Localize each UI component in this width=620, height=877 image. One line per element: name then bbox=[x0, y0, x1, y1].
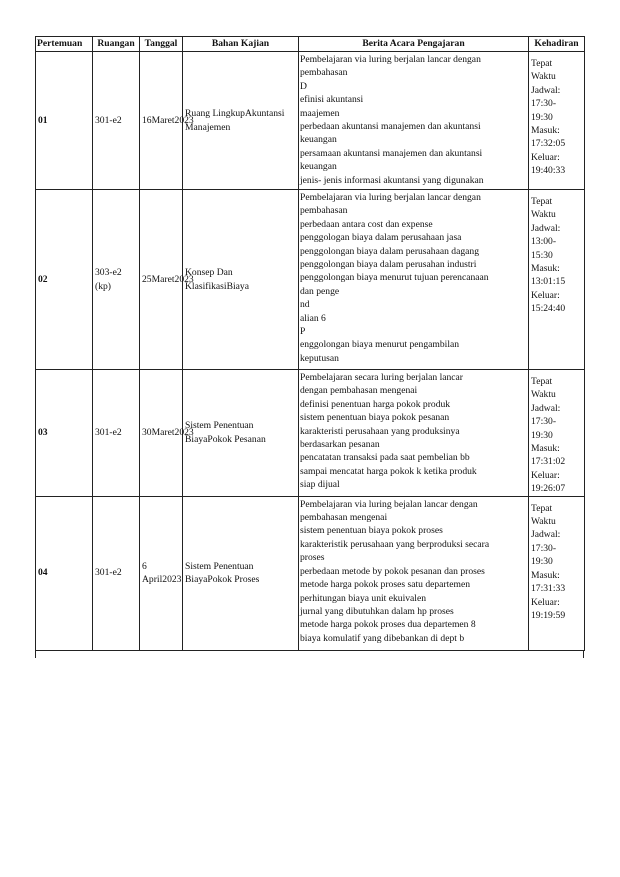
attendance-table bbox=[35, 36, 585, 651]
cell-ruangan: 303-e2 (kp) bbox=[93, 190, 140, 370]
berita-line: maajemen bbox=[300, 107, 340, 119]
kehadiran-line: 15:24:40 bbox=[531, 303, 566, 315]
cell-tanggal bbox=[140, 190, 194, 370]
kehadiran-line: 17:30- bbox=[531, 542, 557, 554]
cell-pertemuan: 04 bbox=[36, 496, 93, 650]
header-tanggal: Tanggal bbox=[140, 37, 183, 52]
kehadiran-line: 19:19:59 bbox=[531, 609, 566, 621]
berita-line: penggolongan biaya menurut tujuan perencanaan bbox=[300, 272, 489, 284]
bahan-line: Ruang Lingkup bbox=[185, 108, 245, 120]
kehadiran-line: Waktu bbox=[531, 71, 556, 83]
kehadiran-line: Tepat bbox=[531, 58, 553, 69]
berita-line: Pembelajaran via luring bejalan lancar dengan bbox=[300, 498, 478, 510]
cell-berita-acara bbox=[299, 496, 529, 650]
tanggal-line: Maret bbox=[151, 427, 175, 439]
berita-line: proses bbox=[300, 552, 325, 564]
berita-line: nd bbox=[300, 299, 310, 311]
berita-line: alian 6 bbox=[300, 312, 326, 324]
berita-line: pembahasan bbox=[300, 205, 348, 217]
berita-line: Pembelajaran via luring berjalan lancar dengan bbox=[300, 192, 481, 203]
bahan-line: Pokok Pesanan bbox=[207, 433, 266, 445]
cell-pertemuan: 03 bbox=[36, 370, 93, 497]
cell-bahan-kajian bbox=[183, 52, 299, 190]
berita-line: siap dijual bbox=[300, 479, 340, 491]
berita-line: pembahasan bbox=[300, 67, 348, 79]
berita-line: P bbox=[300, 326, 306, 338]
table-row bbox=[36, 496, 585, 650]
tanggal-line: Maret bbox=[151, 273, 175, 285]
tanggal-line: 16 bbox=[142, 114, 152, 126]
cell-kehadiran bbox=[529, 496, 585, 650]
kehadiran-line: 17:30- bbox=[531, 416, 557, 428]
cell-ruangan: 301-e2 bbox=[93, 52, 140, 190]
berita-line: perbedaan metode by pokok pesanan dan proses bbox=[300, 565, 485, 577]
tanggal-line: 6 April bbox=[142, 560, 163, 586]
cell-tanggal bbox=[140, 496, 183, 650]
berita-line: keuangan bbox=[300, 134, 337, 146]
kehadiran-line: 17:30- bbox=[531, 98, 557, 110]
cell-ruangan: 301-e2 bbox=[93, 370, 140, 497]
berita-line: perhitungan biaya unit ekuivalen bbox=[300, 592, 427, 604]
berita-line: Pembelajaran secara luring berjalan lancar bbox=[300, 372, 464, 383]
header-berita-acara: Berita Acara Pengajaran bbox=[299, 37, 529, 52]
cell-bahan-kajian bbox=[183, 370, 299, 497]
kehadiran-line: 13:00- bbox=[531, 236, 557, 248]
kehadiran-line: Tepat bbox=[531, 502, 553, 514]
kehadiran-line: 13:01:15 bbox=[531, 276, 566, 288]
kehadiran-line: Keluar: bbox=[531, 596, 560, 608]
kehadiran-line: Tepat bbox=[531, 196, 553, 207]
cell-berita-acara bbox=[299, 370, 529, 497]
cell-pertemuan: 02 bbox=[36, 190, 93, 370]
cell-tanggal bbox=[140, 370, 194, 497]
berita-line: penggolongan biaya dalam perusahan industri bbox=[300, 259, 477, 271]
berita-line: Pembelajaran via luring berjalan lancar dengan bbox=[300, 54, 481, 65]
berita-line: sistem penentuan biaya pokok proses bbox=[300, 525, 443, 537]
header-bahan-kajian: Bahan Kajian bbox=[183, 37, 299, 52]
cell-berita-acara bbox=[299, 190, 529, 370]
cell-kehadiran bbox=[529, 190, 585, 370]
kehadiran-line: Masuk: bbox=[531, 263, 560, 275]
kehadiran-line: Jadwal: bbox=[531, 84, 561, 96]
berita-line: pembahasan mengenai bbox=[300, 512, 388, 524]
kehadiran-line: Jadwal: bbox=[531, 402, 561, 414]
berita-line: biaya komulatif yang dibebankan di dept b bbox=[300, 632, 465, 644]
berita-line: metode harga pokok proses dua departemen 8 bbox=[300, 619, 476, 631]
kehadiran-line: 19:40:33 bbox=[531, 165, 566, 177]
kehadiran-line: 19:30 bbox=[531, 429, 553, 441]
kehadiran-line: Waktu bbox=[531, 209, 556, 221]
berita-line: dengan pembahasan mengenai bbox=[300, 385, 418, 397]
tanggal-line: Maret bbox=[151, 114, 175, 126]
berita-line: perbedaan akuntansi manajemen dan akuntansi bbox=[300, 121, 481, 133]
berita-line: penggologan biaya dalam perusahaan jasa bbox=[300, 232, 462, 244]
header-kehadiran: Kehadiran bbox=[529, 37, 585, 52]
berita-line: jenis- jenis informasi akuntansi yang digunakan bbox=[300, 174, 484, 186]
bahan-line: Sistem Penentuan Biaya bbox=[185, 560, 254, 586]
kehadiran-line: 17:31:02 bbox=[531, 456, 566, 468]
bahan-line: Biaya bbox=[226, 280, 249, 292]
tanggal-line: 2023 bbox=[174, 114, 194, 126]
table-row bbox=[36, 190, 585, 370]
cell-tanggal bbox=[140, 52, 194, 190]
bahan-line: Akuntansi Manajemen bbox=[185, 108, 285, 133]
berita-line: D bbox=[300, 80, 307, 92]
header-pertemuan: Pertemuan bbox=[36, 37, 93, 52]
berita-line: berdasarkan pesanan bbox=[300, 439, 380, 451]
bahan-line: Pokok Proses bbox=[207, 574, 260, 586]
kehadiran-line: Jadwal: bbox=[531, 529, 561, 541]
kehadiran-line: Waktu bbox=[531, 389, 556, 401]
kehadiran-line: 19:30 bbox=[531, 556, 553, 568]
kehadiran-line: Masuk: bbox=[531, 125, 560, 137]
tanggal-line: 2023 bbox=[174, 427, 194, 439]
table-row bbox=[36, 370, 585, 497]
kehadiran-line: Waktu bbox=[531, 516, 556, 528]
kehadiran-line: Keluar: bbox=[531, 151, 560, 163]
berita-line: sampai mencatat harga pokok k ketika produk bbox=[300, 465, 477, 477]
cell-ruangan: 301-e2 bbox=[93, 496, 140, 650]
berita-line: karakteristi perusahaan yang produksinya bbox=[300, 425, 460, 437]
tanggal-line: 2023 bbox=[174, 273, 194, 285]
kehadiran-line: Keluar: bbox=[531, 469, 560, 481]
cell-kehadiran bbox=[529, 52, 585, 190]
cell-berita-acara bbox=[299, 52, 529, 190]
kehadiran-line: Tepat bbox=[531, 376, 553, 387]
tanggal-line: 25 bbox=[142, 273, 152, 285]
berita-line: karakteristik perusahaan yang berproduksi secara bbox=[300, 538, 490, 550]
kehadiran-line: Jadwal: bbox=[531, 222, 561, 234]
berita-line: jurnal yang dibutuhkan dalam hp proses bbox=[300, 605, 454, 617]
berita-line: definisi penentuan harga pokok produk bbox=[300, 398, 451, 410]
cell-bahan-kajian bbox=[183, 496, 299, 650]
cell-kehadiran bbox=[529, 370, 585, 497]
berita-line: keuangan bbox=[300, 161, 337, 173]
kehadiran-line: 17:32:05 bbox=[531, 138, 566, 150]
kehadiran-line: 19:30 bbox=[531, 111, 553, 123]
table-header-row bbox=[36, 37, 585, 52]
berita-line: metode harga pokok proses satu departemen bbox=[300, 579, 471, 591]
berita-line: persamaan akuntansi manajemen dan akuntansi bbox=[300, 147, 483, 159]
header-ruangan: Ruangan bbox=[93, 37, 140, 52]
tanggal-line: 2023 bbox=[162, 574, 182, 586]
berita-line: perbedaan antara cost dan expense bbox=[300, 218, 433, 230]
kehadiran-line: 15:30 bbox=[531, 249, 553, 261]
kehadiran-line: 17:31:33 bbox=[531, 583, 566, 595]
cell-pertemuan: 01 bbox=[36, 52, 93, 190]
kehadiran-line: Masuk: bbox=[531, 443, 560, 455]
berita-line: dan penge bbox=[300, 285, 340, 297]
kehadiran-line: Masuk: bbox=[531, 569, 560, 581]
kehadiran-line: 19:26:07 bbox=[531, 483, 566, 495]
bahan-line: Konsep Dan Klasifikasi bbox=[185, 267, 233, 292]
bahan-line: Sistem Penentuan Biaya bbox=[185, 420, 254, 445]
tanggal-line: 30 bbox=[142, 427, 152, 439]
table-continuation bbox=[35, 650, 584, 658]
cell-bahan-kajian bbox=[183, 190, 299, 370]
table-row bbox=[36, 52, 585, 190]
berita-line: pencatatan transaksi pada saat pembelian bb bbox=[300, 452, 470, 464]
berita-line: penggolongan biaya dalam perusahaan dagang bbox=[300, 245, 480, 257]
kehadiran-line: Keluar: bbox=[531, 289, 560, 301]
berita-line: sistem penentuan biaya pokok pesanan bbox=[300, 412, 450, 424]
berita-line: keputusan bbox=[300, 352, 339, 364]
berita-line: efinisi akuntansi bbox=[300, 94, 364, 106]
berita-line: enggolongan biaya menurut pengambilan bbox=[300, 339, 460, 351]
